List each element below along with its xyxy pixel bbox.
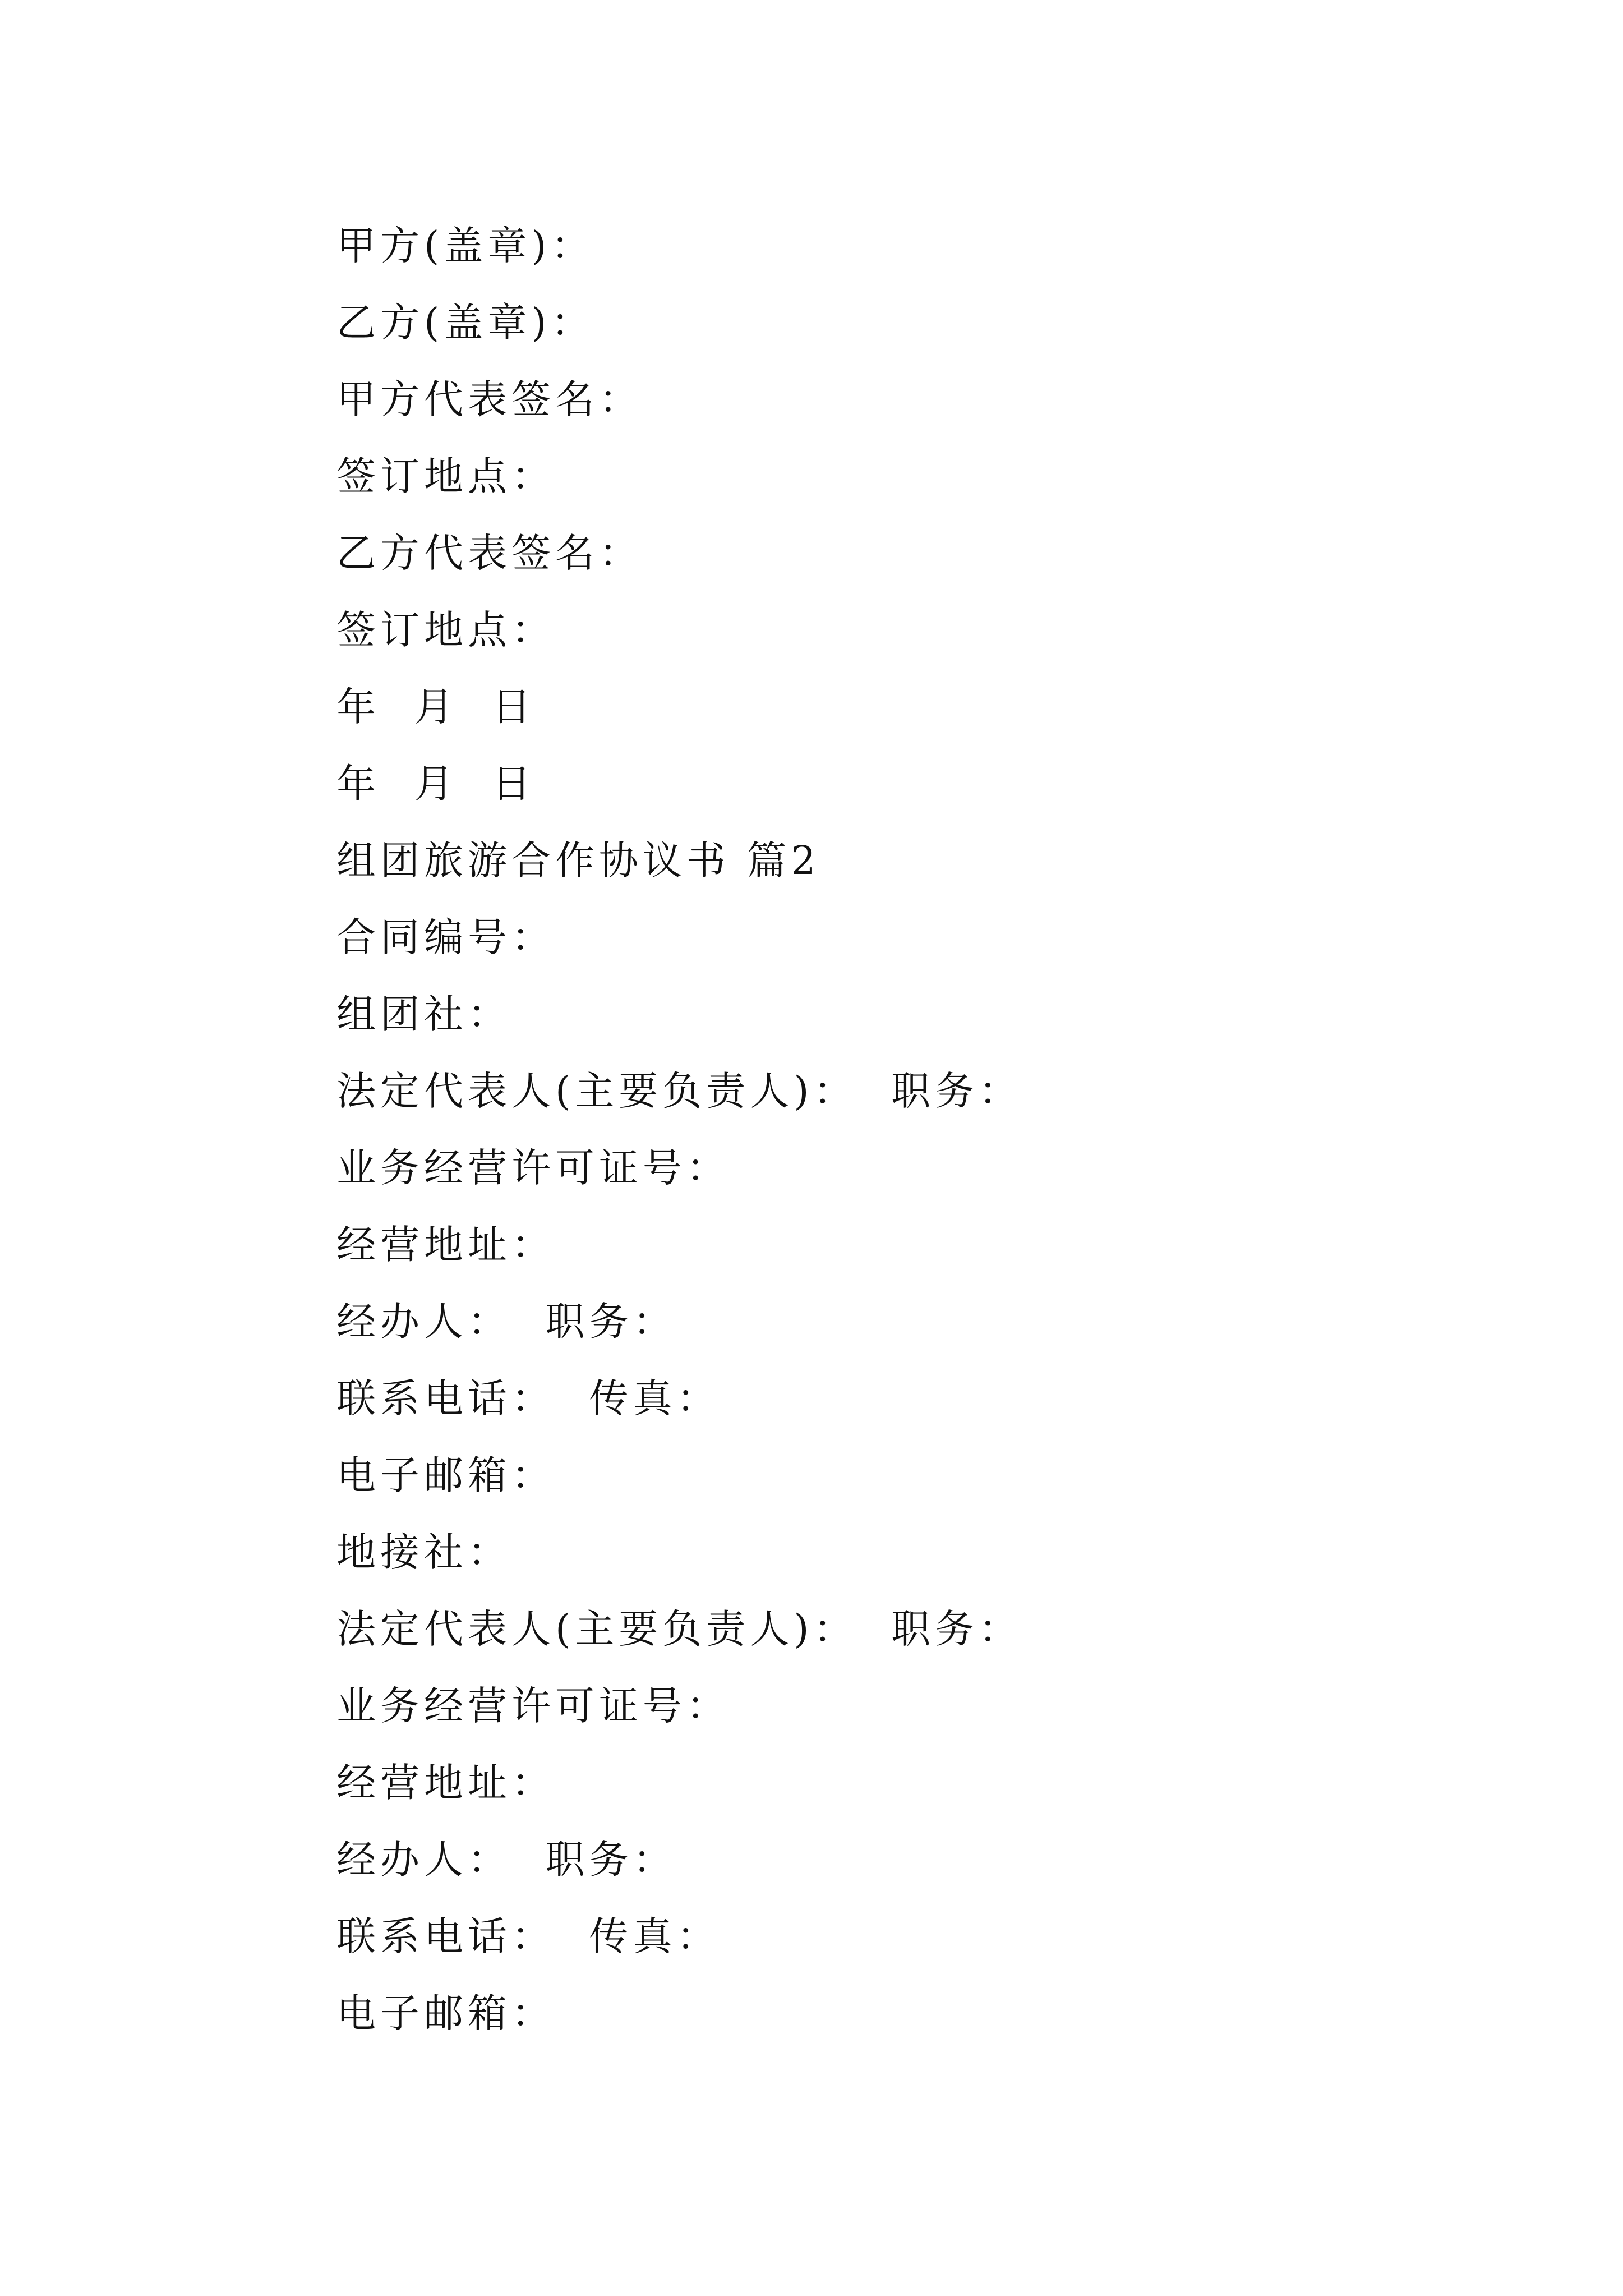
legal-representative: 法定代表人(主要负责人)： 职务： — [336, 1606, 1023, 1652]
date-line: 年 月 日 — [336, 761, 536, 807]
email: 电子邮箱： — [336, 1990, 555, 2036]
business-license-number: 业务经营许可证号： — [336, 1145, 730, 1191]
date-line: 年 月 日 — [336, 684, 536, 730]
business-address: 经营地址： — [336, 1760, 555, 1806]
phone-fax: 联系电话： 传真： — [336, 1375, 721, 1421]
signing-place: 签订地点： — [336, 607, 555, 653]
email: 电子邮箱： — [336, 1452, 555, 1498]
phone-fax: 联系电话： 传真： — [336, 1913, 721, 1959]
legal-representative: 法定代表人(主要负责人)： 职务： — [336, 1068, 1023, 1114]
local-agency: 地接社： — [336, 1529, 511, 1575]
business-license-number: 业务经营许可证号： — [336, 1683, 730, 1729]
business-address: 经营地址： — [336, 1222, 555, 1268]
contract-number: 合同编号： — [336, 914, 555, 960]
section-title: 组团旅游合作协议书 篇2 — [336, 838, 820, 884]
handler: 经办人： 职务： — [336, 1837, 677, 1883]
handler: 经办人： 职务： — [336, 1299, 677, 1345]
party-a-representative-signature: 甲方代表签名： — [336, 376, 643, 422]
party-b-seal: 乙方(盖章)： — [336, 300, 595, 346]
party-b-representative-signature: 乙方代表签名： — [336, 530, 643, 576]
party-a-seal: 甲方(盖章)： — [336, 223, 595, 269]
signing-place: 签订地点： — [336, 453, 555, 499]
organizing-agency: 组团社： — [336, 991, 511, 1037]
document-body — [336, 208, 1458, 2052]
